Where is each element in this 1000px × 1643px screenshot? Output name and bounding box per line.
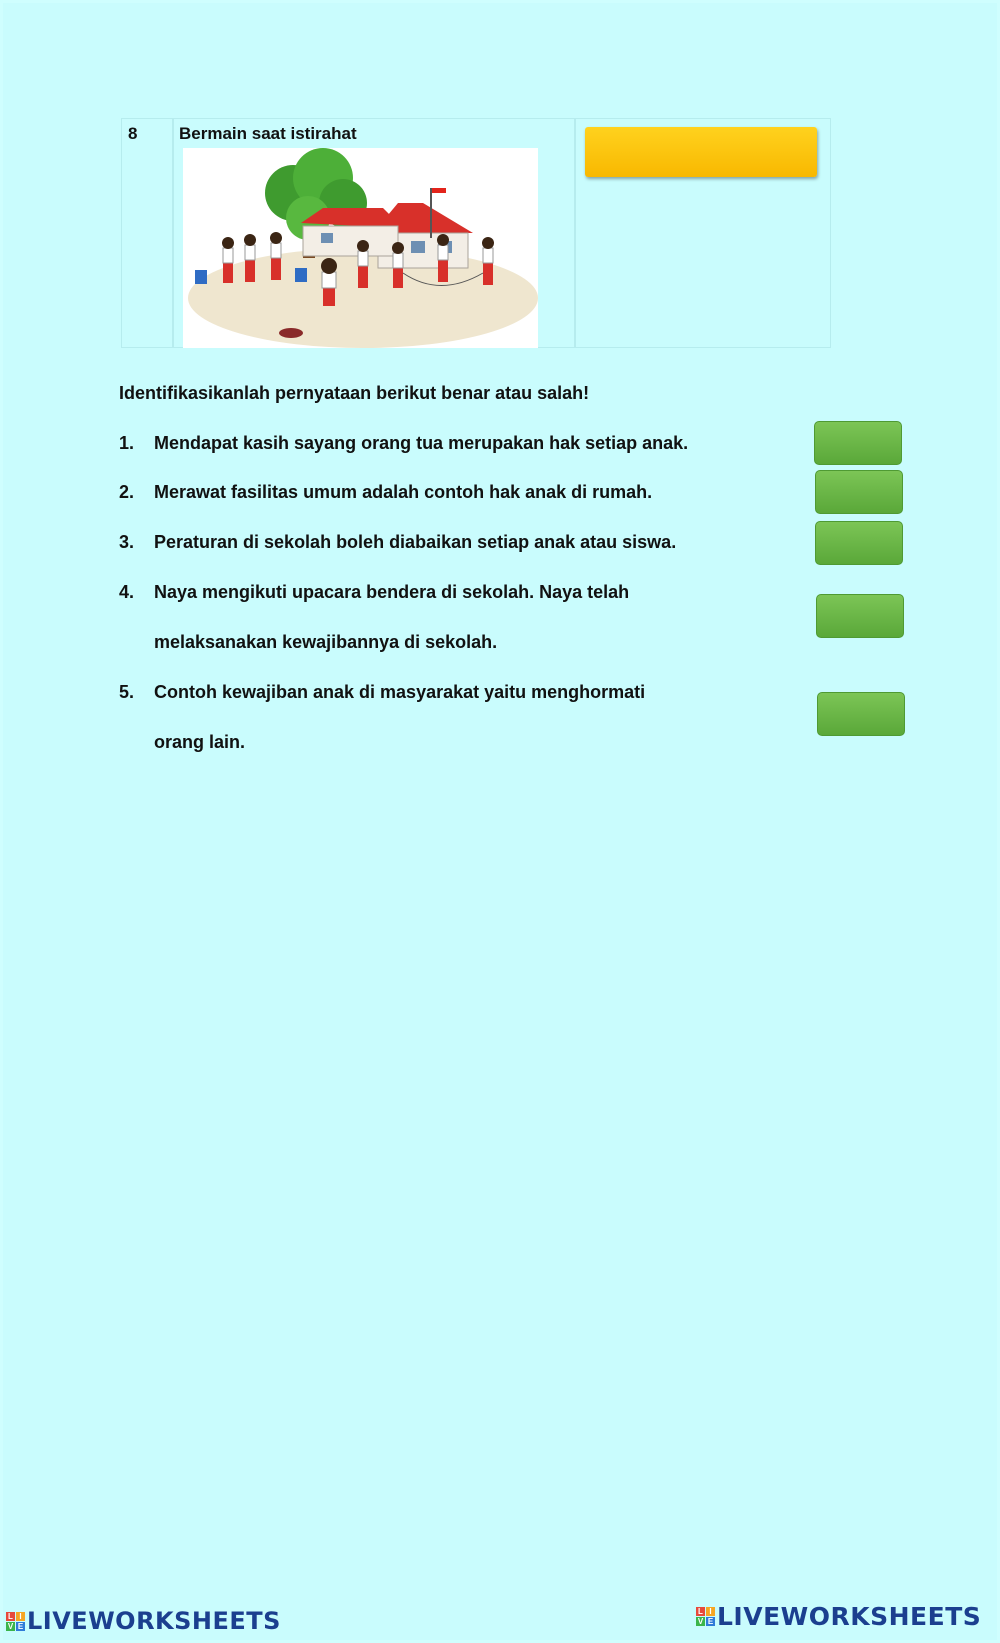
statement-5-text-line2: orang lain. [154, 732, 246, 752]
statement-4-number: 4. [119, 582, 135, 602]
liveworksheets-mark-icon: L I V E [7, 1611, 24, 1631]
statement-1-number: 1. [119, 433, 135, 453]
worksheet-page [3, 3, 997, 1640]
statement-5-number: 5. [119, 682, 135, 702]
statement-4-text-line2: melaksanakan kewajibannya di sekolah. [154, 632, 498, 652]
school-playground-illustration [183, 148, 538, 348]
instruction-text: Identifikasikanlah pernyataan berikut benar atau salah! [119, 383, 590, 403]
liveworksheets-logo-right: L I V E LIVEWORKSHEETS [697, 1602, 982, 1631]
question-title: Bermain saat istirahat [179, 124, 357, 143]
statement-1-text: Mendapat kasih sayang orang tua merupakan hak setiap anak. [154, 433, 689, 453]
liveworksheets-mark-icon: L I V E [697, 1607, 714, 1626]
answer-drop-zone[interactable] [585, 127, 817, 177]
statement-5-text-line1: Contoh kewajiban anak di masyarakat yaitu menghormati [154, 682, 646, 702]
question-number: 8 [128, 124, 138, 143]
answer-box-2[interactable] [815, 470, 903, 514]
statement-3-text: Peraturan di sekolah boleh diabaikan setiap anak atau siswa. [154, 532, 677, 552]
statement-3-number: 3. [119, 532, 135, 552]
answer-box-1[interactable] [814, 421, 902, 465]
number-cell [121, 118, 173, 348]
answer-box-4[interactable] [816, 594, 904, 638]
statement-2-text: Merawat fasilitas umum adalah contoh hak anak di rumah. [154, 482, 653, 502]
liveworksheets-logo-left: L I V E LIVEWORKSHEETS [7, 1607, 281, 1635]
answer-box-5[interactable] [817, 692, 905, 736]
statement-4-text-line1: Naya mengikuti upacara bendera di sekolah. Naya telah [154, 582, 630, 602]
answer-box-3[interactable] [815, 521, 903, 565]
statement-2-number: 2. [119, 482, 135, 502]
